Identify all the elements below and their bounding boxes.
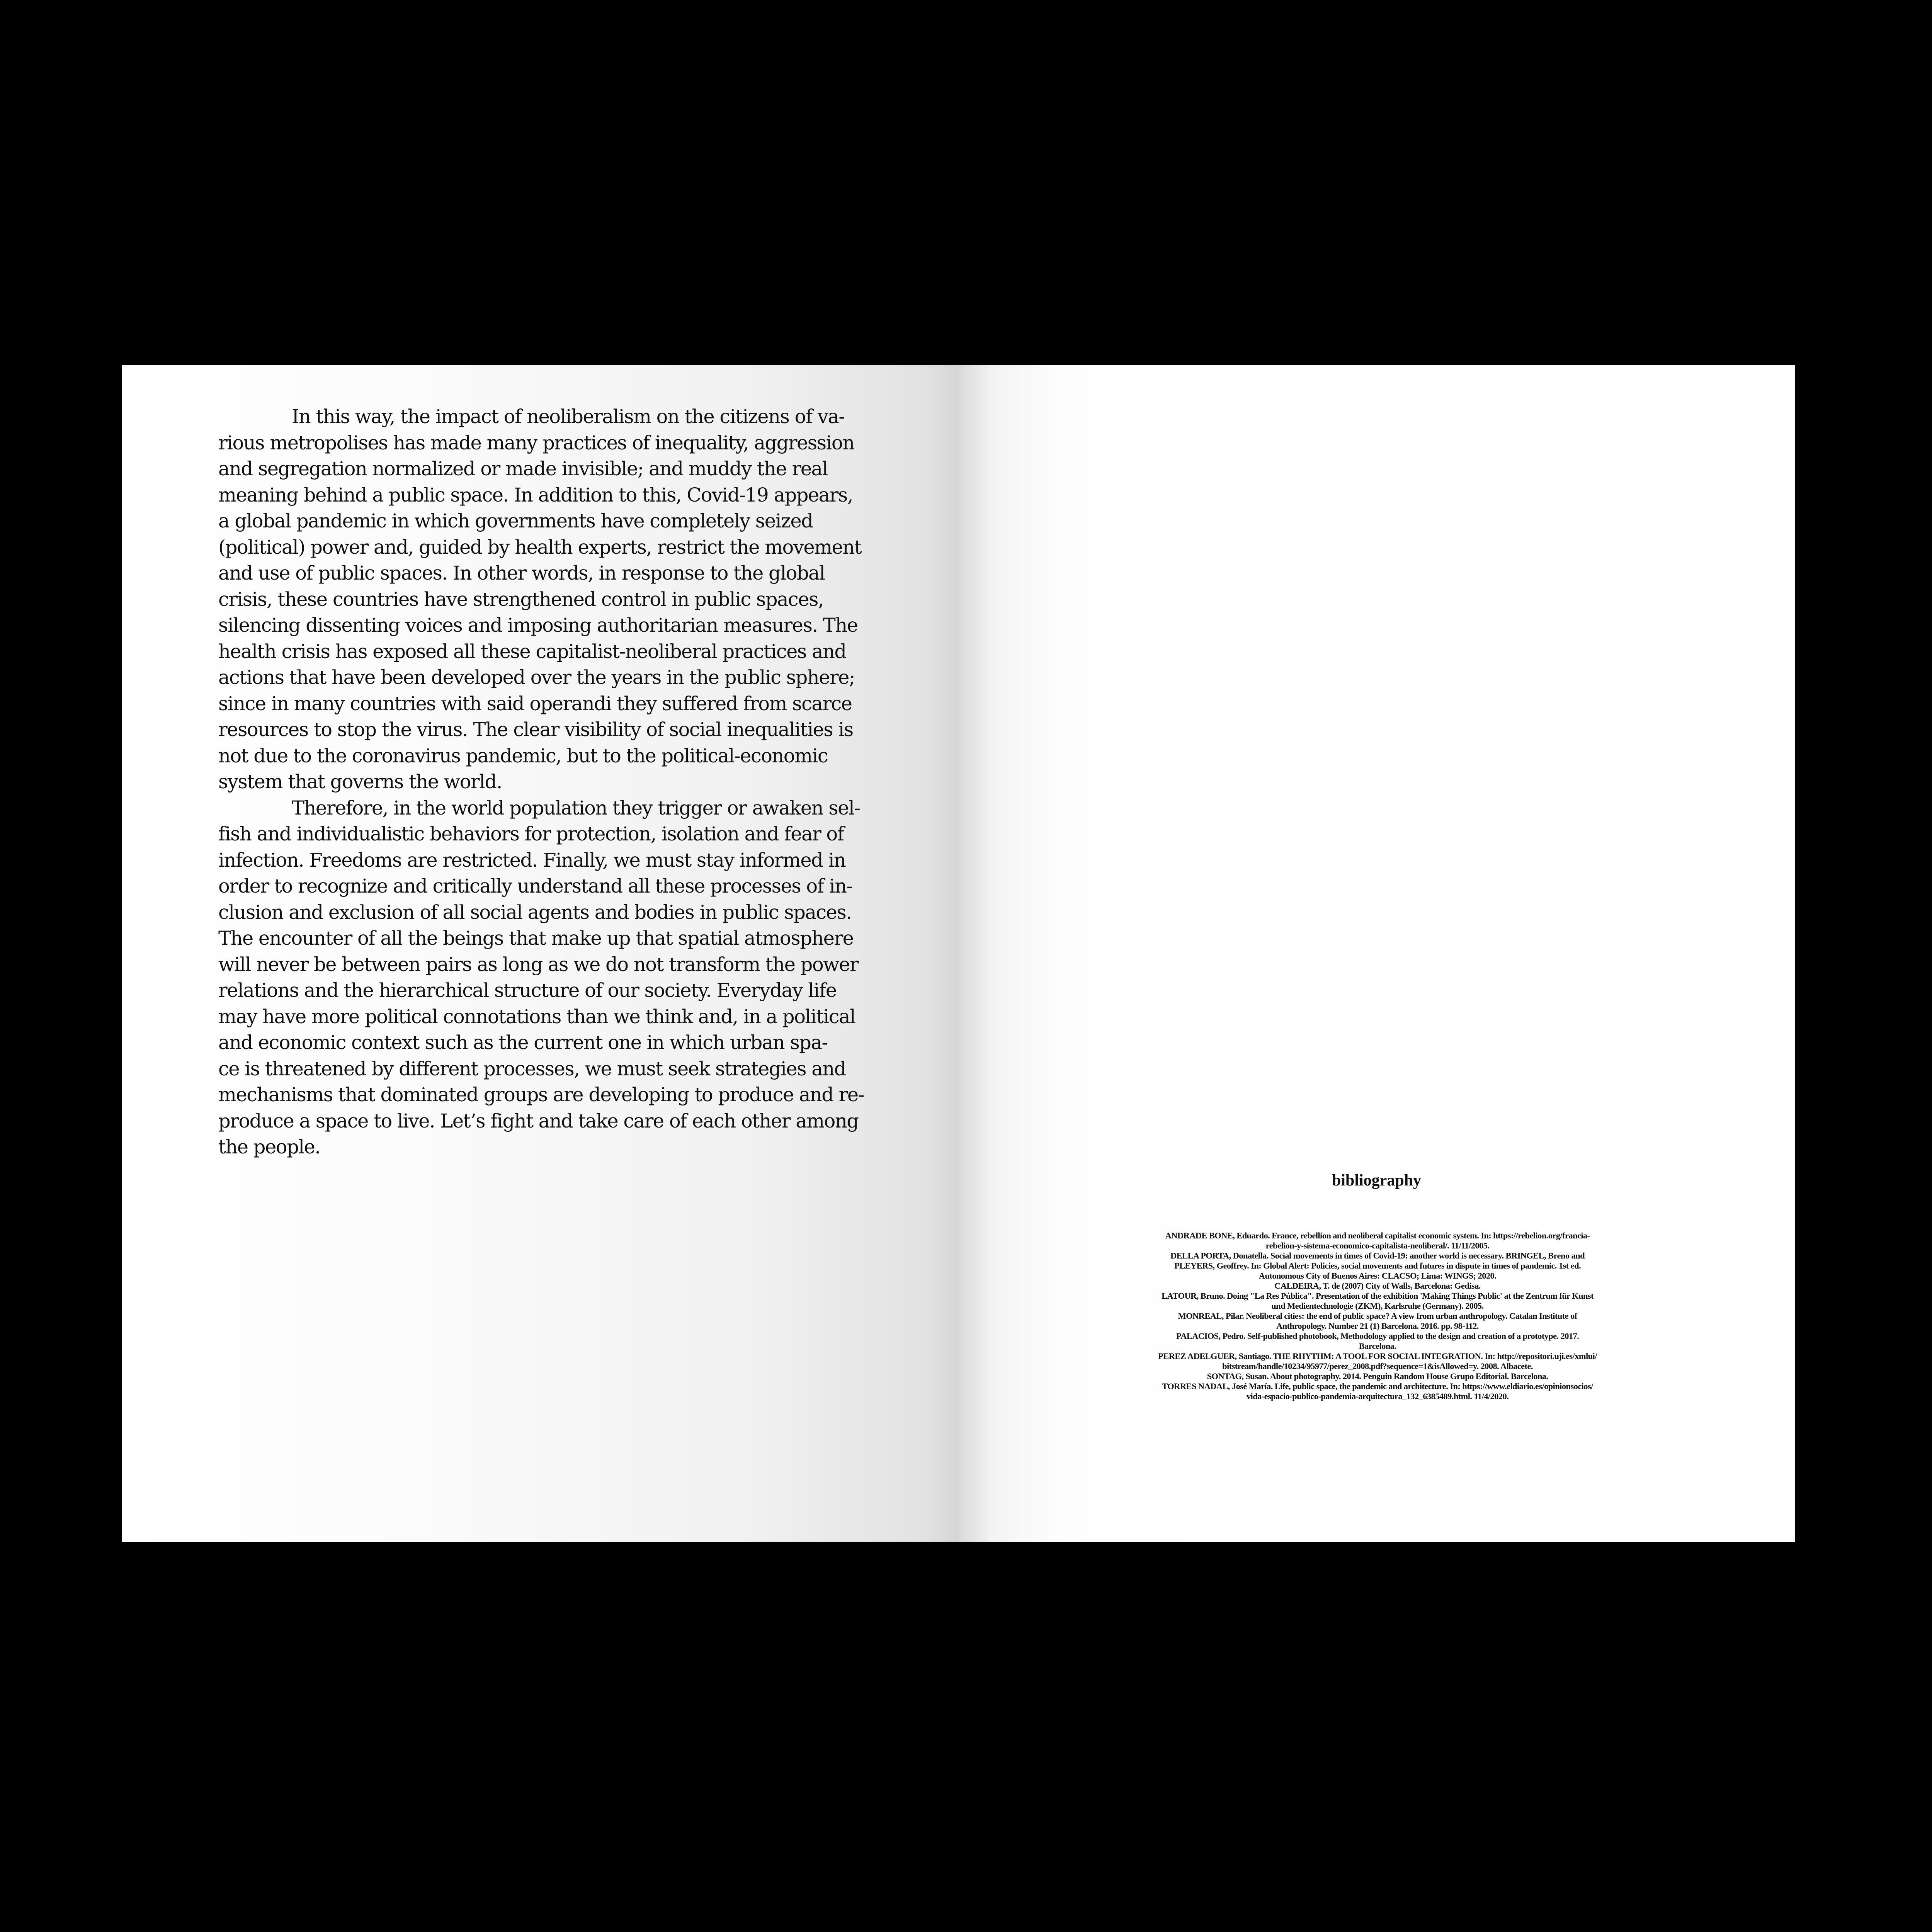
book-spread — [122, 365, 1795, 1542]
bibliography-entry: LATOUR, Bruno. Doing "La Res Pública". Presentation of the exhibition 'Making Things Public' at the Zentrum für Kunst und Medientechnologie (ZKM), Karlsruhe (Germany). 2005. — [1162, 1291, 1594, 1311]
bibliography-entry: PEREZ ADELGUER, Santiago. THE RHYTHM: A TOOL FOR SOCIAL INTEGRATION. In: http://repositori.uji.es/xmlui/ bitstream/handle/10234/95977/perez_2008.pdf?sequence=1&isAllowed=y. 2008. Albacete. — [1158, 1351, 1597, 1371]
bibliography-entry: DELLA PORTA, Donatella. Social movements in times of Covid-19: another world is necessary. BRINGEL, Breno and PLEYERS, Geoffrey. In: Global Alert: Policies, social movements and futures in dispute in times of pandemic. 1st ed. Autonomous City of Buenos Aires: CLACSO; Lima: WINGS; 2020. — [1170, 1251, 1585, 1281]
bibliography-list — [1045, 1231, 1710, 1401]
paragraph-1: In this way, the impact of neoliberalism on the citizens of va- rious metropolises has made many practices of inequality, aggression and segregation normalized or made invisible; and muddy the real meaning behind a public space. In addition to this, Covid-19 appears, a global pandemic in which governments have completely seized (political) power and, guided by health experts, restrict the movement and use of public spaces. In other words, in response to the global crisis, these countries have strengthened control in public spaces, silencing dissenting voices and imposing authoritarian measures. The health crisis has exposed all these capitalist-neoliberal practices and actions that have been developed over the years in the public sphere; since in many countries with said operandi they suffered from scarce resources to stop the virus. The clear visibility of social inequalities is not due to the coronavirus pandemic, but to the political-economic system that governs the world. — [218, 405, 862, 793]
bibliography-entry: SONTAG, Susan. About photography. 2014. Penguin Random House Grupo Editorial. Barcelona. — [1207, 1371, 1548, 1381]
bibliography-entry: CALDEIRA, T. de (2007) City of Walls, Barcelona: Gedisa. — [1274, 1281, 1481, 1291]
bibliography-entry: MONREAL, Pilar. Neoliberal cities: the end of public space? A view from urban anthropology. Catalan Institute of Anthropology. Number 21 (1) Barcelona. 2016. pp. 98-112. — [1178, 1311, 1577, 1331]
paragraph-2: Therefore, in the world population they trigger or awaken sel- fish and individualistic behaviors for protection, isolation and fear of infection. Freedoms are restricted. Finally, we must stay informed in order to recognize and critically understand all these processes of in- clusion and exclusion of all social agents and bodies in public spaces. The encounter of all the beings that make up that spatial atmosphere will never be between pairs as long as we do not transform the power relations and the hierarchical structure of our society. Everyday life may have more political connotations than we think and, in a political and economic context such as the current one in which urban spa- ce is threatened by different processes, we must seek strategies and mechanisms that dominated groups are developing to produce and re- produce a space to live. Let’s fight and take care of each other among the people. — [218, 796, 864, 1158]
bibliography-entry: ANDRADE BONE, Eduardo. France, rebellion and neoliberal capitalist economic system. In: https://rebelion.org/francia- rebelion-y-sistema-economico-capitalista-neoliberal/. 11/11/2005. — [1165, 1231, 1590, 1250]
essay-text — [218, 404, 945, 1160]
bibliography-entry: PALACIOS, Pedro. Self-published photobook, Methodology applied to the design and creation of a prototype. 2017. Barcelona. — [1176, 1331, 1579, 1351]
bibliography-heading: bibliography — [1332, 1172, 1422, 1189]
bibliography-entry: TORRES NADAL, José María. Life, public space, the pandemic and architecture. In: https://www.eldiario.es/opinionsocios/ vida-espacio-publico-pandemia-arquitectura_132_6385489.html. 11/4/2020. — [1162, 1381, 1593, 1401]
left-page — [122, 365, 958, 1542]
right-page — [958, 365, 1795, 1542]
